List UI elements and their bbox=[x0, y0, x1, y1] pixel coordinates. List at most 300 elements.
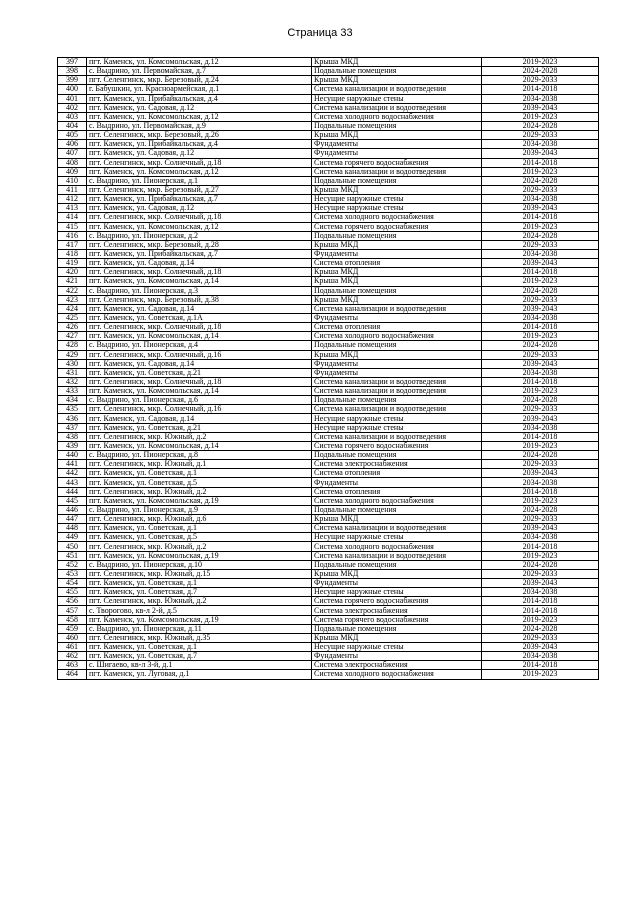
cell-work-type: Система отопления bbox=[312, 469, 482, 478]
cell-work-type: Система холодного водоснабжения bbox=[312, 112, 482, 121]
cell-work-type: Фундаменты bbox=[312, 313, 482, 322]
cell-period: 2029-2033 bbox=[482, 131, 599, 140]
registry-table-body bbox=[58, 58, 599, 680]
cell-work-type: Крыша МКД bbox=[312, 58, 482, 67]
table-row bbox=[58, 560, 599, 569]
cell-period: 2039-2043 bbox=[482, 149, 599, 158]
cell-row-number: 436 bbox=[58, 414, 87, 423]
table-row bbox=[58, 597, 599, 606]
cell-row-number: 424 bbox=[58, 304, 87, 313]
cell-address: с. Шигаево, кв-л 3-й, д.1 bbox=[87, 661, 312, 670]
cell-work-type: Несущие наружные стены bbox=[312, 204, 482, 213]
cell-period: 2019-2023 bbox=[482, 441, 599, 450]
cell-work-type: Подвальные помещения bbox=[312, 560, 482, 569]
table-row bbox=[58, 588, 599, 597]
cell-row-number: 451 bbox=[58, 551, 87, 560]
table-row bbox=[58, 313, 599, 322]
cell-row-number: 398 bbox=[58, 67, 87, 76]
table-row bbox=[58, 387, 599, 396]
cell-row-number: 420 bbox=[58, 268, 87, 277]
cell-address: пгт. Каменск, ул. Прибайкальская, д.4 bbox=[87, 140, 312, 149]
cell-row-number: 461 bbox=[58, 643, 87, 652]
cell-row-number: 447 bbox=[58, 515, 87, 524]
page-title: Страница 33 bbox=[287, 27, 353, 39]
cell-work-type: Система холодного водоснабжения bbox=[312, 496, 482, 505]
cell-period: 2019-2023 bbox=[482, 670, 599, 679]
cell-row-number: 407 bbox=[58, 149, 87, 158]
cell-period: 2019-2023 bbox=[482, 332, 599, 341]
cell-row-number: 445 bbox=[58, 496, 87, 505]
table-row bbox=[58, 451, 599, 460]
cell-address: пгт. Селенгинск, мкр. Солнечный, д.16 bbox=[87, 405, 312, 414]
cell-row-number: 431 bbox=[58, 368, 87, 377]
cell-row-number: 433 bbox=[58, 387, 87, 396]
table-row bbox=[58, 377, 599, 386]
cell-period: 2014-2018 bbox=[482, 542, 599, 551]
cell-period: 2039-2043 bbox=[482, 304, 599, 313]
cell-row-number: 406 bbox=[58, 140, 87, 149]
cell-period: 2039-2043 bbox=[482, 579, 599, 588]
table-row bbox=[58, 240, 599, 249]
table-row bbox=[58, 350, 599, 359]
cell-row-number: 417 bbox=[58, 240, 87, 249]
cell-work-type: Подвальные помещения bbox=[312, 67, 482, 76]
cell-work-type: Несущие наружные стены bbox=[312, 195, 482, 204]
cell-address: пгт. Каменск, ул. Комсомольская, д.12 bbox=[87, 58, 312, 67]
cell-row-number: 401 bbox=[58, 94, 87, 103]
table-row bbox=[58, 58, 599, 67]
table-row bbox=[58, 569, 599, 578]
cell-period: 2019-2023 bbox=[482, 112, 599, 121]
cell-period: 2029-2033 bbox=[482, 405, 599, 414]
table-row bbox=[58, 304, 599, 313]
cell-work-type: Крыша МКД bbox=[312, 76, 482, 85]
cell-address: пгт. Каменск, ул. Прибайкальская, д.7 bbox=[87, 249, 312, 258]
cell-period: 2034-2038 bbox=[482, 478, 599, 487]
cell-address: пгт. Каменск, ул. Комсомольская, д.14 bbox=[87, 332, 312, 341]
cell-work-type: Крыша МКД bbox=[312, 277, 482, 286]
cell-row-number: 460 bbox=[58, 633, 87, 642]
cell-period: 2034-2038 bbox=[482, 249, 599, 258]
table-row bbox=[58, 277, 599, 286]
cell-row-number: 443 bbox=[58, 478, 87, 487]
cell-work-type: Система канализации и водоотведения bbox=[312, 387, 482, 396]
table-row bbox=[58, 396, 599, 405]
table-row bbox=[58, 259, 599, 268]
table-row bbox=[58, 195, 599, 204]
cell-period: 2019-2023 bbox=[482, 387, 599, 396]
cell-address: пгт. Селенгинск, мкр. Солнечный, д.18 bbox=[87, 323, 312, 332]
cell-row-number: 438 bbox=[58, 432, 87, 441]
cell-address: пгт. Селенгинск, мкр. Южный, д.2 bbox=[87, 432, 312, 441]
cell-address: пгт. Селенгинск, мкр. Южный, д.1 bbox=[87, 460, 312, 469]
cell-work-type: Фундаменты bbox=[312, 579, 482, 588]
cell-row-number: 456 bbox=[58, 597, 87, 606]
cell-row-number: 441 bbox=[58, 460, 87, 469]
cell-period: 2024-2028 bbox=[482, 231, 599, 240]
cell-period: 2029-2033 bbox=[482, 633, 599, 642]
cell-row-number: 426 bbox=[58, 323, 87, 332]
cell-row-number: 434 bbox=[58, 396, 87, 405]
cell-work-type: Фундаменты bbox=[312, 140, 482, 149]
table-row bbox=[58, 176, 599, 185]
cell-work-type: Несущие наружные стены bbox=[312, 643, 482, 652]
cell-work-type: Фундаменты bbox=[312, 368, 482, 377]
cell-work-type: Подвальные помещения bbox=[312, 505, 482, 514]
cell-row-number: 462 bbox=[58, 652, 87, 661]
cell-work-type: Система горячего водоснабжения bbox=[312, 441, 482, 450]
cell-address: пгт. Каменск, ул. Комсомольская, д.14 bbox=[87, 277, 312, 286]
table-row bbox=[58, 505, 599, 514]
cell-address: пгт. Каменск, ул. Садовая, д.12 bbox=[87, 103, 312, 112]
cell-address: пгт. Селенгинск, мкр. Солнечный, д.18 bbox=[87, 377, 312, 386]
cell-work-type: Несущие наружные стены bbox=[312, 94, 482, 103]
cell-address: пгт. Селенгинск, мкр. Березовый, д.27 bbox=[87, 185, 312, 194]
cell-address: пгт. Селенгинск, мкр. Южный, д.15 bbox=[87, 569, 312, 578]
cell-work-type: Система электроснабжения bbox=[312, 661, 482, 670]
cell-address: пгт. Каменск, ул. Садовая, д.14 bbox=[87, 259, 312, 268]
cell-address: пгт. Каменск, ул. Советская, д.1А bbox=[87, 313, 312, 322]
cell-work-type: Система отопления bbox=[312, 259, 482, 268]
table-row bbox=[58, 359, 599, 368]
cell-work-type: Крыша МКД bbox=[312, 515, 482, 524]
cell-period: 2024-2028 bbox=[482, 396, 599, 405]
cell-period: 2019-2023 bbox=[482, 277, 599, 286]
table-row bbox=[58, 231, 599, 240]
cell-period: 2039-2043 bbox=[482, 259, 599, 268]
cell-work-type: Система канализации и водоотведения bbox=[312, 377, 482, 386]
cell-address: пгт. Каменск, ул. Садовая, д.14 bbox=[87, 359, 312, 368]
cell-address: пгт. Каменск, ул. Комсомольская, д.19 bbox=[87, 615, 312, 624]
cell-work-type: Подвальные помещения bbox=[312, 176, 482, 185]
cell-period: 2029-2033 bbox=[482, 460, 599, 469]
cell-work-type: Система канализации и водоотведения bbox=[312, 405, 482, 414]
cell-work-type: Подвальные помещения bbox=[312, 624, 482, 633]
table-row bbox=[58, 185, 599, 194]
table-row bbox=[58, 167, 599, 176]
cell-row-number: 411 bbox=[58, 185, 87, 194]
table-row bbox=[58, 624, 599, 633]
table-row bbox=[58, 633, 599, 642]
table-row bbox=[58, 213, 599, 222]
table-row bbox=[58, 76, 599, 85]
cell-period: 2024-2028 bbox=[482, 286, 599, 295]
table-row bbox=[58, 460, 599, 469]
table-row bbox=[58, 112, 599, 121]
cell-work-type: Система канализации и водоотведения bbox=[312, 524, 482, 533]
table-row bbox=[58, 368, 599, 377]
cell-address: пгт. Каменск, ул. Советская, д.5 bbox=[87, 533, 312, 542]
cell-address: пгт. Каменск, ул. Комсомольская, д.19 bbox=[87, 551, 312, 560]
cell-row-number: 453 bbox=[58, 569, 87, 578]
cell-work-type: Крыша МКД bbox=[312, 569, 482, 578]
cell-work-type: Несущие наружные стены bbox=[312, 423, 482, 432]
cell-address: пгт. Каменск, ул. Советская, д.5 bbox=[87, 478, 312, 487]
cell-work-type: Подвальные помещения bbox=[312, 231, 482, 240]
cell-work-type: Система канализации и водоотведения bbox=[312, 304, 482, 313]
table-row bbox=[58, 606, 599, 615]
cell-address: пгт. Каменск, ул. Советская, д.7 bbox=[87, 588, 312, 597]
cell-address: пгт. Каменск, ул. Советская, д.1 bbox=[87, 524, 312, 533]
cell-address: пгт. Каменск, ул. Комсомольская, д.12 bbox=[87, 222, 312, 231]
table-row bbox=[58, 94, 599, 103]
table-row bbox=[58, 515, 599, 524]
cell-period: 2034-2038 bbox=[482, 652, 599, 661]
cell-period: 2014-2018 bbox=[482, 606, 599, 615]
table-row bbox=[58, 652, 599, 661]
cell-period: 2014-2018 bbox=[482, 268, 599, 277]
cell-address: пгт. Каменск, ул. Луговая, д.1 bbox=[87, 670, 312, 679]
cell-work-type: Система холодного водоснабжения bbox=[312, 213, 482, 222]
cell-work-type: Крыша МКД bbox=[312, 268, 482, 277]
cell-address: пгт. Селенгинск, мкр. Южный, д.2 bbox=[87, 597, 312, 606]
cell-work-type: Фундаменты bbox=[312, 149, 482, 158]
cell-period: 2024-2028 bbox=[482, 451, 599, 460]
table-row bbox=[58, 222, 599, 231]
cell-period: 2019-2023 bbox=[482, 496, 599, 505]
cell-period: 2034-2038 bbox=[482, 195, 599, 204]
cell-address: пгт. Каменск, ул. Комсомольская, д.14 bbox=[87, 441, 312, 450]
table-row bbox=[58, 542, 599, 551]
cell-period: 2029-2033 bbox=[482, 295, 599, 304]
table-row bbox=[58, 332, 599, 341]
cell-address: г. Бабушкин, ул. Красноармейская, д.1 bbox=[87, 85, 312, 94]
table-row bbox=[58, 323, 599, 332]
cell-period: 2029-2033 bbox=[482, 515, 599, 524]
cell-address: пгт. Селенгинск, мкр. Солнечный, д.18 bbox=[87, 268, 312, 277]
cell-row-number: 454 bbox=[58, 579, 87, 588]
cell-address: с. Выдрино, ул. Пионерская, д.1 bbox=[87, 176, 312, 185]
table-row bbox=[58, 405, 599, 414]
cell-period: 2029-2033 bbox=[482, 76, 599, 85]
table-row bbox=[58, 670, 599, 679]
cell-period: 2034-2038 bbox=[482, 423, 599, 432]
cell-row-number: 399 bbox=[58, 76, 87, 85]
table-row bbox=[58, 67, 599, 76]
cell-address: с. Выдрино, ул. Пионерская, д.3 bbox=[87, 286, 312, 295]
cell-address: пгт. Селенгинск, мкр. Солнечный, д.16 bbox=[87, 350, 312, 359]
cell-row-number: 437 bbox=[58, 423, 87, 432]
cell-work-type: Подвальные помещения bbox=[312, 451, 482, 460]
cell-row-number: 446 bbox=[58, 505, 87, 514]
cell-address: пгт. Каменск, ул. Прибайкальская, д.4 bbox=[87, 94, 312, 103]
cell-row-number: 427 bbox=[58, 332, 87, 341]
cell-row-number: 457 bbox=[58, 606, 87, 615]
cell-work-type: Система горячего водоснабжения bbox=[312, 222, 482, 231]
cell-row-number: 409 bbox=[58, 167, 87, 176]
cell-work-type: Крыша МКД bbox=[312, 350, 482, 359]
cell-row-number: 413 bbox=[58, 204, 87, 213]
cell-period: 2014-2018 bbox=[482, 213, 599, 222]
table-row bbox=[58, 533, 599, 542]
cell-address: с. Выдрино, ул. Пионерская, д.2 bbox=[87, 231, 312, 240]
cell-period: 2014-2018 bbox=[482, 597, 599, 606]
registry-table bbox=[57, 57, 599, 680]
cell-period: 2034-2038 bbox=[482, 313, 599, 322]
cell-row-number: 440 bbox=[58, 451, 87, 460]
cell-address: пгт. Селенгинск, мкр. Солнечный, д.18 bbox=[87, 213, 312, 222]
cell-row-number: 448 bbox=[58, 524, 87, 533]
cell-row-number: 444 bbox=[58, 487, 87, 496]
cell-work-type: Фундаменты bbox=[312, 249, 482, 258]
cell-period: 2014-2018 bbox=[482, 432, 599, 441]
cell-period: 2019-2023 bbox=[482, 58, 599, 67]
cell-address: пгт. Каменск, ул. Садовая, д.12 bbox=[87, 149, 312, 158]
cell-row-number: 464 bbox=[58, 670, 87, 679]
cell-work-type: Несущие наружные стены bbox=[312, 588, 482, 597]
table-row bbox=[58, 478, 599, 487]
cell-address: пгт. Селенгинск, мкр. Южный, д.6 bbox=[87, 515, 312, 524]
cell-address: пгт. Каменск, ул. Советская, д.7 bbox=[87, 652, 312, 661]
cell-period: 2014-2018 bbox=[482, 487, 599, 496]
cell-row-number: 414 bbox=[58, 213, 87, 222]
cell-work-type: Подвальные помещения bbox=[312, 396, 482, 405]
cell-address: пгт. Каменск, ул. Комсомольская, д.12 bbox=[87, 112, 312, 121]
table-row bbox=[58, 661, 599, 670]
cell-work-type: Подвальные помещения bbox=[312, 286, 482, 295]
cell-period: 2034-2038 bbox=[482, 94, 599, 103]
table-row bbox=[58, 149, 599, 158]
cell-address: с. Творогово, кв-л 2-й, д.5 bbox=[87, 606, 312, 615]
cell-work-type: Система холодного водоснабжения bbox=[312, 332, 482, 341]
cell-address: с. Выдрино, ул. Пионерская, д.9 bbox=[87, 505, 312, 514]
table-row bbox=[58, 158, 599, 167]
cell-address: пгт. Селенгинск, мкр. Южный, д.35 bbox=[87, 633, 312, 642]
table-row bbox=[58, 643, 599, 652]
cell-work-type: Система горячего водоснабжения bbox=[312, 597, 482, 606]
cell-row-number: 423 bbox=[58, 295, 87, 304]
cell-period: 2034-2038 bbox=[482, 533, 599, 542]
cell-work-type: Система канализации и водоотведения bbox=[312, 167, 482, 176]
cell-work-type: Крыша МКД bbox=[312, 633, 482, 642]
cell-work-type: Система холодного водоснабжения bbox=[312, 670, 482, 679]
cell-work-type: Фундаменты bbox=[312, 359, 482, 368]
cell-work-type: Несущие наружные стены bbox=[312, 533, 482, 542]
table-row bbox=[58, 615, 599, 624]
cell-work-type: Подвальные помещения bbox=[312, 341, 482, 350]
cell-work-type: Система холодного водоснабжения bbox=[312, 542, 482, 551]
cell-period: 2014-2018 bbox=[482, 323, 599, 332]
table-row bbox=[58, 85, 599, 94]
cell-work-type: Фундаменты bbox=[312, 652, 482, 661]
cell-row-number: 458 bbox=[58, 615, 87, 624]
cell-row-number: 449 bbox=[58, 533, 87, 542]
cell-work-type: Фундаменты bbox=[312, 478, 482, 487]
cell-row-number: 450 bbox=[58, 542, 87, 551]
cell-row-number: 463 bbox=[58, 661, 87, 670]
cell-work-type: Крыша МКД bbox=[312, 295, 482, 304]
cell-address: пгт. Селенгинск, мкр. Березовый, д.26 bbox=[87, 131, 312, 140]
cell-address: пгт. Каменск, ул. Советская, д.21 bbox=[87, 423, 312, 432]
cell-period: 2034-2038 bbox=[482, 140, 599, 149]
cell-period: 2014-2018 bbox=[482, 85, 599, 94]
cell-address: пгт. Каменск, ул. Советская, д.1 bbox=[87, 643, 312, 652]
cell-address: пгт. Каменск, ул. Комсомольская, д.19 bbox=[87, 496, 312, 505]
cell-row-number: 439 bbox=[58, 441, 87, 450]
cell-row-number: 435 bbox=[58, 405, 87, 414]
cell-period: 2034-2038 bbox=[482, 368, 599, 377]
cell-row-number: 408 bbox=[58, 158, 87, 167]
table-row bbox=[58, 496, 599, 505]
cell-address: с. Выдрино, ул. Пионерская, д.10 bbox=[87, 560, 312, 569]
cell-address: пгт. Каменск, ул. Советская, д.1 bbox=[87, 579, 312, 588]
cell-period: 2034-2038 bbox=[482, 588, 599, 597]
cell-work-type: Крыша МКД bbox=[312, 131, 482, 140]
cell-work-type: Система канализации и водоотведения bbox=[312, 432, 482, 441]
cell-period: 2019-2023 bbox=[482, 222, 599, 231]
cell-period: 2039-2043 bbox=[482, 469, 599, 478]
cell-work-type: Система канализации и водоотведения bbox=[312, 103, 482, 112]
table-row bbox=[58, 432, 599, 441]
cell-period: 2039-2043 bbox=[482, 643, 599, 652]
cell-address: пгт. Каменск, ул. Советская, д.21 bbox=[87, 368, 312, 377]
cell-row-number: 428 bbox=[58, 341, 87, 350]
cell-address: с. Выдрино, ул. Пионерская, д.11 bbox=[87, 624, 312, 633]
cell-address: с. Выдрино, ул. Пионерская, д.8 bbox=[87, 451, 312, 460]
table-row bbox=[58, 295, 599, 304]
cell-row-number: 397 bbox=[58, 58, 87, 67]
table-row bbox=[58, 551, 599, 560]
cell-address: с. Выдрино, ул. Первомайская, д.9 bbox=[87, 121, 312, 130]
cell-row-number: 405 bbox=[58, 131, 87, 140]
cell-address: с. Выдрино, ул. Пионерская, д.6 bbox=[87, 396, 312, 405]
cell-address: пгт. Каменск, ул. Садовая, д.14 bbox=[87, 304, 312, 313]
cell-period: 2024-2028 bbox=[482, 176, 599, 185]
cell-row-number: 430 bbox=[58, 359, 87, 368]
cell-period: 2024-2028 bbox=[482, 624, 599, 633]
table-row bbox=[58, 131, 599, 140]
table-row bbox=[58, 121, 599, 130]
cell-period: 2029-2033 bbox=[482, 350, 599, 359]
cell-address: пгт. Каменск, ул. Садовая, д.12 bbox=[87, 204, 312, 213]
cell-row-number: 412 bbox=[58, 195, 87, 204]
cell-address: пгт. Селенгинск, мкр. Березовый, д.28 bbox=[87, 240, 312, 249]
table-row bbox=[58, 579, 599, 588]
cell-work-type: Система канализации и водоотведения bbox=[312, 85, 482, 94]
cell-address: пгт. Селенгинск, мкр. Березовый, д.24 bbox=[87, 76, 312, 85]
cell-row-number: 442 bbox=[58, 469, 87, 478]
cell-period: 2039-2043 bbox=[482, 359, 599, 368]
cell-work-type: Система отопления bbox=[312, 323, 482, 332]
cell-work-type: Подвальные помещения bbox=[312, 121, 482, 130]
cell-row-number: 419 bbox=[58, 259, 87, 268]
cell-address: пгт. Каменск, ул. Садовая, д.14 bbox=[87, 414, 312, 423]
table-row bbox=[58, 487, 599, 496]
cell-row-number: 418 bbox=[58, 249, 87, 258]
cell-row-number: 404 bbox=[58, 121, 87, 130]
cell-period: 2029-2033 bbox=[482, 240, 599, 249]
cell-row-number: 459 bbox=[58, 624, 87, 633]
table-row bbox=[58, 469, 599, 478]
cell-period: 2029-2033 bbox=[482, 569, 599, 578]
cell-address: с. Выдрино, ул. Первомайская, д.7 bbox=[87, 67, 312, 76]
cell-period: 2039-2043 bbox=[482, 204, 599, 213]
cell-work-type: Система горячего водоснабжения bbox=[312, 158, 482, 167]
table-row bbox=[58, 286, 599, 295]
cell-period: 2019-2023 bbox=[482, 167, 599, 176]
cell-period: 2039-2043 bbox=[482, 414, 599, 423]
cell-period: 2019-2023 bbox=[482, 551, 599, 560]
cell-address: пгт. Каменск, ул. Советская, д.1 bbox=[87, 469, 312, 478]
cell-work-type: Крыша МКД bbox=[312, 240, 482, 249]
table-row bbox=[58, 249, 599, 258]
table-row bbox=[58, 441, 599, 450]
cell-row-number: 415 bbox=[58, 222, 87, 231]
table-row bbox=[58, 103, 599, 112]
cell-address: пгт. Селенгинск, мкр. Южный, д.2 bbox=[87, 487, 312, 496]
cell-period: 2014-2018 bbox=[482, 661, 599, 670]
cell-row-number: 400 bbox=[58, 85, 87, 94]
